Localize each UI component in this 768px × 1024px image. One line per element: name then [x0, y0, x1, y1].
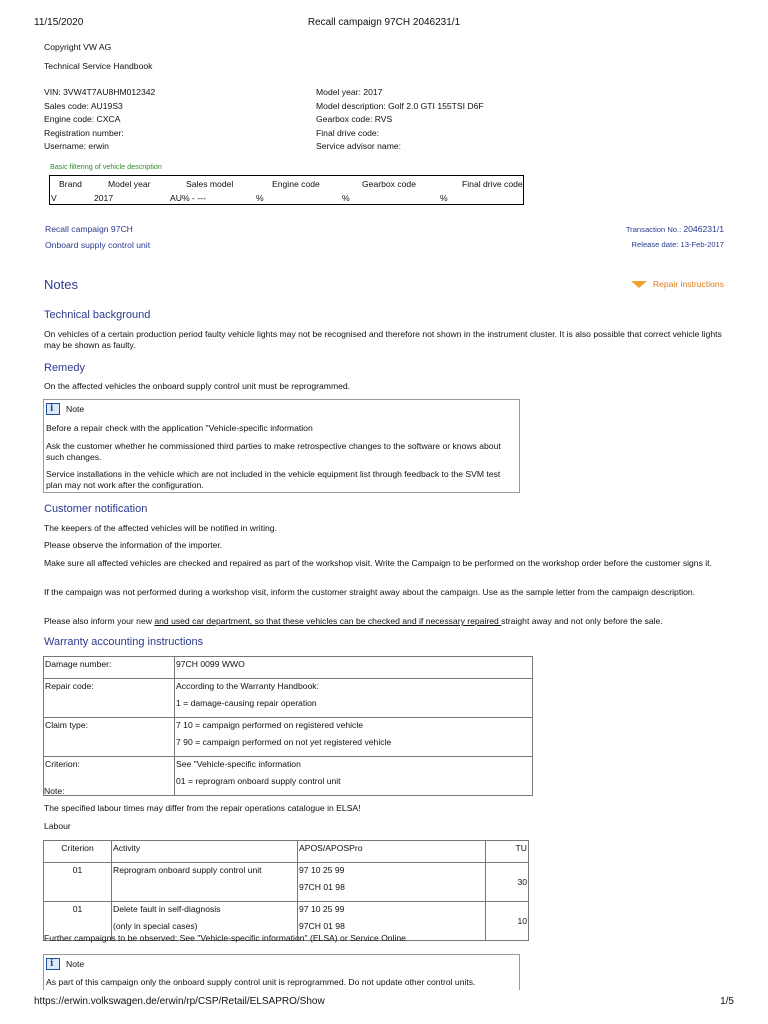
print-url: https://erwin.volkswagen.de/erwin/rp/CSP/Retail/ELSAPRO/Show — [34, 996, 325, 1007]
service-advisor: Service advisor name: — [316, 141, 402, 152]
transaction-label: Transaction No.: — [625, 225, 682, 234]
note-line: Service installations in the vehicle which are not included in the vehicle equipment list through feedback to the SVM test plan may not work after the configuration. — [46, 469, 501, 490]
warranty-table — [43, 656, 533, 796]
table-row — [44, 841, 529, 863]
customer-notification-p1: The keepers of the affected vehicles will be notified in writing. — [44, 523, 277, 533]
print-footer — [34, 996, 734, 1008]
note-line: As part of this campaign only the onboard supply control unit is reprogrammed. Do not update other control units. — [46, 977, 476, 987]
table-row — [44, 863, 529, 902]
filter-value-gearbox-code: % — [342, 193, 350, 203]
customer-notification-p5: Please also inform your new and used car department, so that these vehicles can be checked and if necessary repaired straight away and not only before the sale. — [44, 616, 663, 626]
labour-tu: 10 — [486, 902, 529, 941]
customer-notification-heading: Customer notification — [44, 503, 148, 515]
remedy-heading: Remedy — [44, 362, 85, 374]
print-header — [34, 17, 734, 29]
repair-instructions-label: Repair instructions — [652, 279, 724, 289]
sales-code: Sales code: AU19S3 — [44, 100, 123, 111]
labour-criterion: 01 — [44, 863, 112, 902]
registration-number: Registration number: — [44, 127, 124, 138]
info-icon: i — [46, 958, 60, 970]
page-number: 1/5 — [720, 996, 734, 1007]
labour-activity: Delete fault in self-diagnosis (only in special cases) — [112, 902, 298, 941]
customer-notification-p2: Please observe the information of the importer. — [44, 540, 223, 550]
triangle-down-icon — [631, 281, 647, 288]
filter-caption: Basic filtering of vehicle description — [50, 162, 162, 171]
warranty-label: Claim type: — [44, 718, 175, 757]
transaction-number — [626, 224, 724, 234]
filter-value-brand: V — [51, 193, 57, 203]
note-heading: Note: — [44, 786, 65, 796]
transaction-value: 2046231/1 — [683, 224, 724, 234]
vehicle-info-right — [316, 86, 484, 154]
labour-table — [43, 840, 529, 941]
username: Username: erwin — [44, 141, 109, 152]
info-icon: i — [46, 403, 60, 415]
warranty-value: According to the Warranty Handbook: 1 = damage-causing repair operation — [175, 679, 533, 718]
labour-title: Labour — [44, 821, 71, 831]
release-date: Release date: 13-Feb-2017 — [631, 240, 724, 249]
engine-code: Engine code: CXCA — [44, 114, 121, 125]
warranty-value: 97CH 0099 WWO — [175, 657, 533, 679]
labour-header-activity: Activity — [112, 841, 298, 863]
labour-criterion: 01 — [44, 902, 112, 941]
filter-value-final-drive: % — [440, 193, 448, 203]
technical-background-text: On vehicles of a certain production period faulty vehicle lights may not be recognised and therefore not shown in the instrument cluster. It is also possible that correct vehicle lights may be shown as faulty. — [44, 329, 722, 350]
labour-activity: Reprogram onboard supply control unit — [112, 863, 298, 902]
print-title: Recall campaign 97CH 2046231/1 — [307, 17, 461, 28]
final-drive-code: Final drive code: — [316, 127, 380, 138]
note-label: Note — [66, 959, 85, 969]
vin: VIN: 3VW4T7AU8HM012342 — [44, 87, 156, 97]
filter-header-gearbox-code: Gearbox code — [362, 179, 416, 189]
vehicle-info-left — [44, 86, 155, 154]
campaign-subtitle: Onboard supply control unit — [45, 240, 151, 250]
copyright: Copyright VW AG — [44, 42, 112, 52]
warranty-value: See "Vehicle-specific information 01 = reprogram onboard supply control unit — [175, 757, 533, 796]
filter-value-engine-code: % — [256, 193, 264, 203]
filter-value-sales-model: AU% - --- — [170, 193, 206, 203]
further-campaigns: Further campaigns to be observed: See "Vehicle-specific information" (ELSA) or Service Online — [44, 933, 406, 943]
note-line: Ask the customer whether he commissioned third parties to make retrospective changes to the software or knows about such changes. — [46, 441, 501, 462]
repair-instructions-link[interactable] — [631, 279, 724, 289]
note-box-2 — [43, 954, 520, 990]
table-row — [44, 718, 533, 757]
warranty-label: Repair code: — [44, 679, 175, 718]
customer-notification-p3: Make sure all affected vehicles are checked and repaired as part of the workshop visit. Write the Campaign to be performed on the workshop order before the customer signs it. — [44, 558, 712, 568]
labour-note: The specified labour times may differ from the repair operations catalogue in ELSA! — [44, 803, 361, 813]
warranty-value: 7 10 = campaign performed on registered vehicle 7 90 = campaign performed on not yet registered vehicle — [175, 718, 533, 757]
filter-header-brand: Brand — [59, 179, 82, 189]
table-row — [44, 657, 533, 679]
print-date: 11/15/2020 — [34, 17, 84, 28]
labour-tu: 30 — [486, 863, 529, 902]
warranty-label: Damage number: — [44, 657, 175, 679]
filter-header-engine-code: Engine code — [272, 179, 320, 189]
filter-header-model-year: Model year — [108, 179, 151, 189]
warranty-label: Criterion: — [44, 757, 175, 796]
note-box — [43, 399, 520, 493]
labour-header-tu: TU — [486, 841, 529, 863]
note-label: Note — [66, 404, 85, 414]
labour-header-criterion: Criterion — [44, 841, 112, 863]
filter-header-final-drive: Final drive code — [462, 179, 523, 189]
filter-table — [49, 175, 524, 205]
model-description: Model description: Golf 2.0 GTI 155TSI D6F — [316, 100, 484, 111]
table-row — [44, 679, 533, 718]
technical-background-heading: Technical background — [44, 309, 151, 321]
notes-title: Notes — [44, 277, 78, 292]
filter-value-model-year: 2017 — [94, 193, 114, 203]
warranty-heading: Warranty accounting instructions — [44, 636, 204, 648]
note-line: Before a repair check with the application "Vehicle-specific information — [46, 423, 313, 433]
labour-header-apos: APOS/APOSPro — [298, 841, 486, 863]
gearbox-code: Gearbox code: RVS — [316, 114, 393, 125]
model-year: Model year: 2017 — [316, 87, 383, 97]
campaign-title: Recall campaign 97CH — [45, 224, 133, 234]
filter-header-sales-model: Sales model — [186, 179, 234, 189]
remedy-text: On the affected vehicles the onboard supply control unit must be reprogrammed. — [44, 381, 351, 391]
labour-apos: 97 10 25 99 97CH 01 98 — [298, 902, 486, 941]
customer-notification-p4: If the campaign was not performed during a workshop visit, inform the customer straight away about the campaign. Use as the sample letter from the campaign description. — [44, 587, 696, 597]
labour-apos: 97 10 25 99 97CH 01 98 — [298, 863, 486, 902]
handbook-title: Technical Service Handbook — [44, 61, 153, 71]
